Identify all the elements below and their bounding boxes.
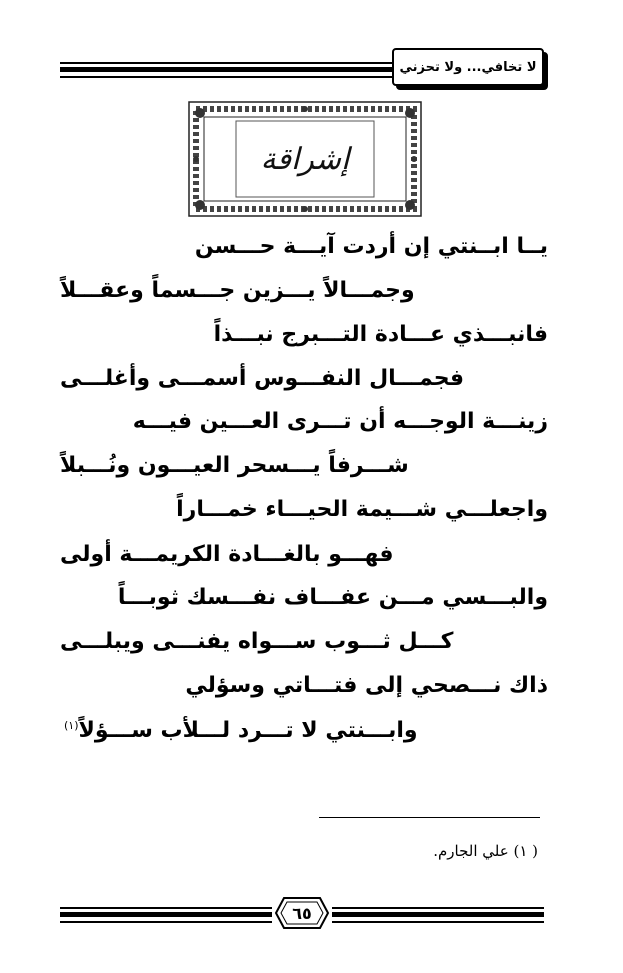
footer-rule (60, 921, 272, 923)
verse-4: فجمـــال النفـــوس أسمـــى وأغلـــى (60, 366, 465, 391)
book-title-tab: لا تخافي... ولا تحزني (392, 48, 544, 86)
section-ornament (188, 101, 422, 217)
verse-7: واجعلـــي شـــيمة الحيـــاء خمـــاراً (176, 497, 548, 522)
ornament-title: إشراقة (260, 141, 350, 177)
footnote-text: ( ١) علي الجارم. (433, 842, 538, 860)
verse-10: كـــل ثـــوب ســـواه يفنـــى ويبلـــى (60, 629, 454, 654)
verse-12 (60, 718, 418, 743)
verse-5: زينـــة الوجـــه أن تـــرى العـــين فيـــه (132, 409, 548, 434)
page-number: ٦٥ (292, 903, 312, 923)
verse-3: فانبـــذي عـــادة التـــبرج نبـــذاً (213, 322, 548, 347)
footnote-marker: (١) (64, 718, 79, 732)
footer-rule (332, 921, 544, 923)
footer-rule (60, 907, 272, 909)
verse-6: شـــرفاً يـــسحر العيـــون ونُـــبلاً (60, 453, 409, 478)
page-header (60, 48, 544, 88)
header-rule (60, 62, 394, 64)
verse-8: فهـــو بالغـــادة الكريمـــة أولى (60, 542, 394, 567)
verse-2: وجمـــالاً يـــزين جـــسماً وعقـــلاً (60, 278, 415, 303)
footnote-rule (319, 817, 540, 818)
page-number-badge (274, 896, 330, 930)
footer-rule (332, 907, 544, 909)
verse-11: ذاك نـــصحي إلى فتـــاتي وسؤلي (185, 673, 548, 698)
verse-1: يــا ابــنتي إن أردت آيـــة حـــسن (194, 234, 548, 259)
header-rule (60, 76, 394, 78)
verse-12-text: وابـــنتي لا تـــرد لـــلأب ســـؤلاً (78, 718, 418, 743)
footer-rule-thick (332, 912, 544, 917)
verse-9: والبـــسي مـــن عفـــاف نفـــسك ثوبـــاً (117, 585, 548, 610)
header-rule-thick (60, 67, 394, 72)
page-footer (60, 893, 544, 933)
footer-rule-thick (60, 912, 272, 917)
